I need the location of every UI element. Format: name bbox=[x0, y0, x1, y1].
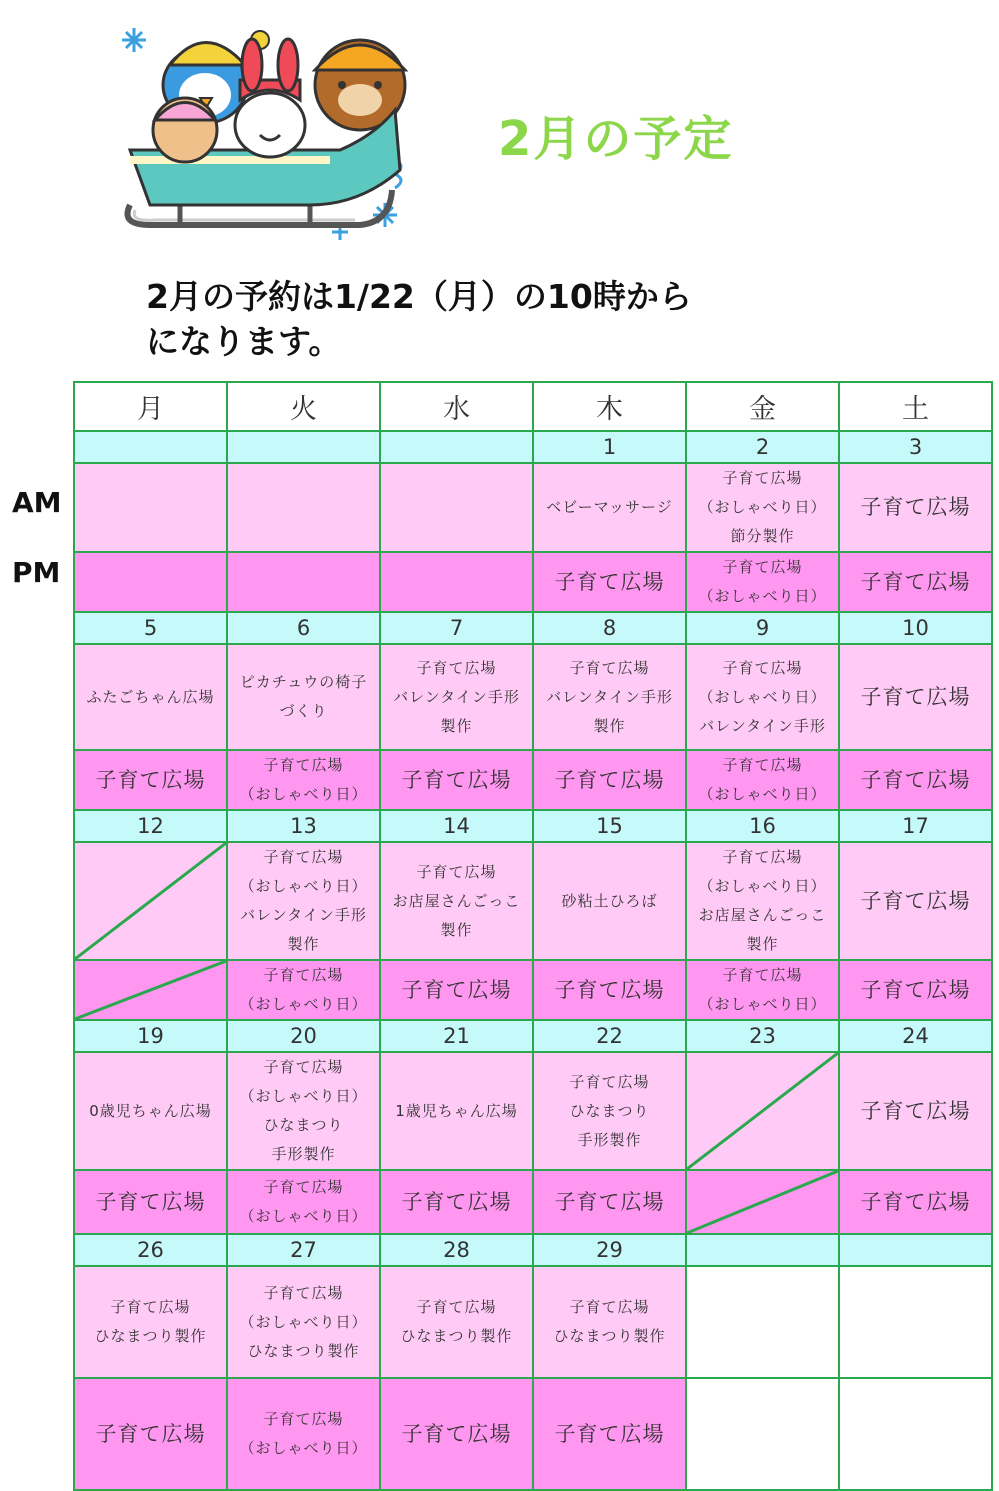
pm-row bbox=[74, 1170, 992, 1234]
event-text: 製作 bbox=[593, 716, 626, 735]
pm-event-cell bbox=[839, 750, 992, 810]
event-text: （おしゃべり日） bbox=[239, 877, 368, 895]
date-cell: 15 bbox=[533, 810, 686, 842]
event-text: お店屋さんごっこ bbox=[392, 891, 521, 910]
am-event-cell bbox=[74, 1266, 227, 1378]
am-event-cell bbox=[74, 463, 227, 552]
event-text: ひなまつり製作 bbox=[553, 1327, 666, 1345]
event-text: 子育て広場 bbox=[263, 966, 344, 984]
event-text: 子育て広場 bbox=[416, 658, 497, 677]
am-row bbox=[74, 842, 992, 960]
event-text: 製作 bbox=[440, 920, 473, 939]
event-text: 子育て広場 bbox=[569, 1298, 650, 1316]
event-text: 子育て広場 bbox=[554, 569, 665, 594]
date-cell bbox=[380, 431, 533, 463]
sled-animals-illustration bbox=[110, 10, 420, 250]
event-text: 子育て広場 bbox=[401, 1189, 512, 1214]
date-cell bbox=[227, 431, 380, 463]
event-text: 子育て広場 bbox=[722, 966, 803, 984]
date-cell: 26 bbox=[74, 1234, 227, 1266]
pm-label: PM bbox=[12, 556, 61, 589]
closed-day-slash bbox=[75, 843, 226, 959]
am-event-cell bbox=[533, 463, 686, 552]
date-cell: 28 bbox=[380, 1234, 533, 1266]
date-cell: 29 bbox=[533, 1234, 686, 1266]
event-text: バレンタイン手形 bbox=[546, 687, 673, 706]
pm-event-cell bbox=[686, 1378, 839, 1490]
weekday-header-row bbox=[74, 382, 992, 431]
am-row bbox=[74, 463, 992, 552]
pm-row bbox=[74, 552, 992, 612]
event-text: 子育て広場 bbox=[401, 767, 512, 792]
date-cell: 9 bbox=[686, 612, 839, 644]
date-cell: 27 bbox=[227, 1234, 380, 1266]
am-event-cell bbox=[380, 842, 533, 960]
date-cell: 7 bbox=[380, 612, 533, 644]
date-cell bbox=[686, 1234, 839, 1266]
event-text: 子育て広場 bbox=[860, 767, 971, 792]
event-text: 子育て広場 bbox=[860, 495, 971, 519]
event-text: （おしゃべり日） bbox=[698, 498, 827, 516]
event-text: 子育て広場 bbox=[95, 1189, 206, 1214]
am-event-cell bbox=[227, 644, 380, 750]
event-text: 子育て広場 bbox=[401, 977, 512, 1002]
event-text: 子育て広場 bbox=[554, 1421, 665, 1446]
am-event-cell bbox=[839, 644, 992, 750]
closed-day-slash bbox=[75, 961, 226, 1019]
event-text: 子育て広場 bbox=[554, 977, 665, 1002]
am-event-cell bbox=[686, 1052, 839, 1170]
event-text: お店屋さんごっこ bbox=[698, 906, 827, 924]
date-cell: 8 bbox=[533, 612, 686, 644]
am-event-cell bbox=[380, 1052, 533, 1170]
am-event-cell bbox=[380, 463, 533, 552]
event-text: 製作 bbox=[287, 935, 320, 953]
pm-event-cell bbox=[380, 1170, 533, 1234]
event-text: 手形製作 bbox=[577, 1130, 642, 1149]
date-row bbox=[74, 612, 992, 644]
date-cell: 17 bbox=[839, 810, 992, 842]
pm-event-cell bbox=[227, 960, 380, 1020]
event-text: 子育て広場 bbox=[554, 1189, 665, 1214]
event-text: 子育て広場 bbox=[722, 756, 803, 774]
am-event-cell bbox=[380, 1266, 533, 1378]
pm-event-cell bbox=[686, 552, 839, 612]
event-text: 子育て広場 bbox=[569, 1072, 650, 1091]
weekday-header: 土 bbox=[839, 382, 992, 431]
weekday-header: 水 bbox=[380, 382, 533, 431]
am-event-cell bbox=[533, 842, 686, 960]
weekday-header: 火 bbox=[227, 382, 380, 431]
event-text: 0歳児ちゃん広場 bbox=[89, 1101, 212, 1120]
pm-event-cell bbox=[686, 1170, 839, 1234]
date-cell: 19 bbox=[74, 1020, 227, 1052]
notice-line-2: になります。 bbox=[146, 322, 342, 361]
event-text: （おしゃべり日） bbox=[239, 1207, 368, 1225]
event-text: 子育て広場 bbox=[860, 888, 971, 913]
date-row bbox=[74, 810, 992, 842]
date-cell: 16 bbox=[686, 810, 839, 842]
date-cell: 21 bbox=[380, 1020, 533, 1052]
pm-event-cell bbox=[686, 960, 839, 1020]
event-text: 子育て広場 bbox=[401, 1421, 512, 1446]
event-text: 子育て広場 bbox=[569, 658, 650, 677]
am-event-cell bbox=[533, 1052, 686, 1170]
event-text: ひなまつり製作 bbox=[94, 1327, 207, 1345]
pm-event-cell bbox=[227, 1378, 380, 1490]
date-cell: 5 bbox=[74, 612, 227, 644]
pm-row bbox=[74, 750, 992, 810]
date-cell: 1 bbox=[533, 431, 686, 463]
date-cell bbox=[74, 431, 227, 463]
event-text: バレンタイン手形 bbox=[393, 687, 520, 706]
pm-event-cell bbox=[839, 960, 992, 1020]
am-event-cell bbox=[686, 842, 839, 960]
am-row bbox=[74, 1266, 992, 1378]
event-text: （おしゃべり日） bbox=[698, 995, 827, 1013]
event-text: 製作 bbox=[746, 935, 779, 953]
pm-event-cell bbox=[227, 1170, 380, 1234]
pm-event-cell bbox=[227, 552, 380, 612]
date-row bbox=[74, 1234, 992, 1266]
event-text: 子育て広場 bbox=[860, 1189, 971, 1214]
am-event-cell bbox=[533, 1266, 686, 1378]
pm-event-cell bbox=[533, 960, 686, 1020]
am-event-cell bbox=[227, 842, 380, 960]
event-text: 子育て広場 bbox=[860, 684, 971, 709]
pm-event-cell bbox=[533, 1378, 686, 1490]
event-text: 子育て広場 bbox=[416, 862, 497, 881]
pm-event-cell bbox=[74, 960, 227, 1020]
date-cell: 14 bbox=[380, 810, 533, 842]
am-row bbox=[74, 644, 992, 750]
event-text: （おしゃべり日） bbox=[239, 1439, 368, 1457]
event-text: 子育て広場 bbox=[95, 767, 206, 792]
am-label: AM bbox=[12, 486, 62, 519]
event-text: 子育て広場 bbox=[263, 756, 344, 774]
event-text: バレンタイン手形 bbox=[240, 906, 367, 924]
am-event-cell bbox=[839, 1052, 992, 1170]
pm-row bbox=[74, 1378, 992, 1490]
event-text: （おしゃべり日） bbox=[239, 785, 368, 803]
date-cell: 6 bbox=[227, 612, 380, 644]
am-event-cell bbox=[839, 463, 992, 552]
event-text: 手形製作 bbox=[271, 1145, 336, 1163]
pm-event-cell bbox=[380, 1378, 533, 1490]
event-text: （おしゃべり日） bbox=[698, 587, 827, 605]
am-row bbox=[74, 1052, 992, 1170]
am-event-cell bbox=[74, 644, 227, 750]
pm-event-cell bbox=[380, 552, 533, 612]
weekday-header: 木 bbox=[533, 382, 686, 431]
event-text: 子育て広場 bbox=[860, 977, 971, 1002]
event-text: 子育て広場 bbox=[860, 569, 971, 594]
am-event-cell bbox=[686, 1266, 839, 1378]
pm-event-cell bbox=[74, 1378, 227, 1490]
event-text: 子育て広場 bbox=[722, 848, 803, 866]
date-row bbox=[74, 431, 992, 463]
event-text: 子育て広場 bbox=[263, 1283, 344, 1302]
event-text: 子育て広場 bbox=[860, 1098, 971, 1123]
pm-event-cell bbox=[839, 1170, 992, 1234]
event-text: 子育て広場 bbox=[263, 1058, 344, 1076]
event-text: 砂粘土ひろば bbox=[561, 891, 658, 910]
event-text: ひなまつり bbox=[263, 1116, 344, 1134]
pm-event-cell bbox=[686, 750, 839, 810]
event-text: 子育て広場 bbox=[722, 558, 803, 576]
pm-event-cell bbox=[380, 750, 533, 810]
page-title: 2月の予定 bbox=[498, 111, 734, 167]
date-cell bbox=[839, 1234, 992, 1266]
date-cell: 2 bbox=[686, 431, 839, 463]
date-cell: 10 bbox=[839, 612, 992, 644]
pm-row bbox=[74, 960, 992, 1020]
pm-event-cell bbox=[533, 1170, 686, 1234]
am-event-cell bbox=[74, 842, 227, 960]
event-text: ピカチュウの椅子 bbox=[239, 673, 368, 691]
event-text: 節分製作 bbox=[730, 527, 795, 545]
am-event-cell bbox=[686, 463, 839, 552]
closed-day-slash bbox=[687, 1053, 838, 1169]
event-text: 子育て広場 bbox=[263, 1178, 344, 1196]
am-event-cell bbox=[227, 463, 380, 552]
pm-event-cell bbox=[74, 552, 227, 612]
event-text: 製作 bbox=[440, 716, 473, 735]
date-cell: 12 bbox=[74, 810, 227, 842]
weekday-header: 金 bbox=[686, 382, 839, 431]
event-text: （おしゃべり日） bbox=[239, 1087, 368, 1105]
date-cell: 3 bbox=[839, 431, 992, 463]
date-cell: 20 bbox=[227, 1020, 380, 1052]
event-text: 子育て広場 bbox=[722, 658, 803, 677]
event-text: （おしゃべり日） bbox=[698, 877, 827, 895]
pm-event-cell bbox=[839, 1378, 992, 1490]
am-event-cell bbox=[74, 1052, 227, 1170]
event-text: 子育て広場 bbox=[110, 1298, 191, 1316]
notice-line-1: 2月の予約は1/22（月）の10時から bbox=[146, 277, 692, 316]
pm-event-cell bbox=[533, 750, 686, 810]
event-text: 子育て広場 bbox=[263, 848, 344, 866]
pm-event-cell bbox=[227, 750, 380, 810]
am-event-cell bbox=[380, 644, 533, 750]
event-text: ひなまつり製作 bbox=[247, 1341, 360, 1360]
event-text: 子育て広場 bbox=[95, 1421, 206, 1446]
date-cell: 24 bbox=[839, 1020, 992, 1052]
monthly-calendar bbox=[73, 381, 993, 1491]
event-text: 子育て広場 bbox=[554, 767, 665, 792]
event-text: 子育て広場 bbox=[722, 469, 803, 487]
event-text: （おしゃべり日） bbox=[239, 995, 368, 1013]
reservation-notice bbox=[146, 274, 692, 364]
am-event-cell bbox=[686, 644, 839, 750]
event-text: （おしゃべり日） bbox=[698, 785, 827, 803]
pm-event-cell bbox=[533, 552, 686, 612]
am-event-cell bbox=[533, 644, 686, 750]
am-event-cell bbox=[227, 1052, 380, 1170]
pm-event-cell bbox=[839, 552, 992, 612]
event-text: ひなまつり製作 bbox=[400, 1327, 513, 1345]
event-text: 子育て広場 bbox=[263, 1410, 344, 1428]
date-row bbox=[74, 1020, 992, 1052]
event-text: バレンタイン手形 bbox=[699, 716, 826, 735]
event-text: （おしゃべり日） bbox=[698, 687, 827, 706]
event-text: 1歳児ちゃん広場 bbox=[395, 1101, 518, 1120]
am-event-cell bbox=[839, 842, 992, 960]
date-cell: 23 bbox=[686, 1020, 839, 1052]
am-event-cell bbox=[227, 1266, 380, 1378]
date-cell: 22 bbox=[533, 1020, 686, 1052]
event-text: づくり bbox=[279, 702, 328, 720]
am-event-cell bbox=[839, 1266, 992, 1378]
pm-event-cell bbox=[380, 960, 533, 1020]
event-text: 子育て広場 bbox=[416, 1298, 497, 1316]
event-text: ふたごちゃん広場 bbox=[86, 687, 215, 706]
event-text: （おしゃべり日） bbox=[239, 1312, 368, 1331]
weekday-header: 月 bbox=[74, 382, 227, 431]
date-cell: 13 bbox=[227, 810, 380, 842]
event-text: ひなまつり bbox=[569, 1101, 650, 1120]
closed-day-slash bbox=[687, 1171, 838, 1233]
pm-event-cell bbox=[74, 750, 227, 810]
pm-event-cell bbox=[74, 1170, 227, 1234]
event-text: ベビーマッサージ bbox=[546, 498, 673, 516]
